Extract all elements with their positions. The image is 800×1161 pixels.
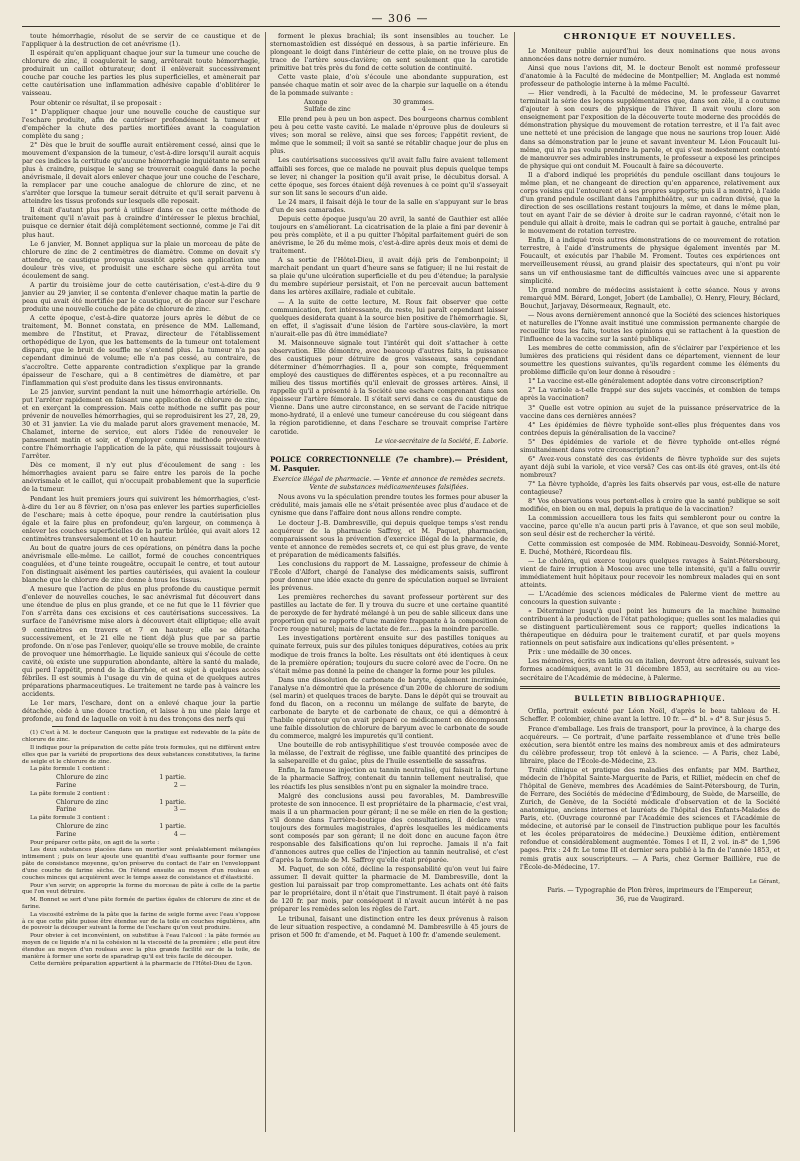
paragraph: (1) C'est à M. le docteur Canquoin que la pratique est redevable de la pâte de chlorure de zinc. xyxy=(22,730,260,744)
paragraph: « Déterminer jusqu'à quel point les humeurs de la machine humaine contribuent à la production de l'état pathologique; quelles sont les maladies qui se distinguent particulièrement sous ce rapport; quelles indications la thérapeutique en déduira pour le traitement curatif, et par quels moyens rationnels on peut satisfaire aux indications qu'elles présentent. » xyxy=(520,607,780,648)
paragraph: Il espérait qu'en appliquant chaque jour sur la tumeur une couche de chlorure de zinc, il coagulerait le sang, arrêterait toute hémorrhagie, produirait un caillot obturateur, dont il enlèverait successivement couche par couche les parties les plus superficielles, et amènerait par cette cautérisation une inflammation adhésive capable d'oblitérer le vaisseau. xyxy=(22,49,260,98)
formula-row xyxy=(304,99,434,107)
column-divider xyxy=(514,32,515,1132)
ingredient-qty: 1 partie. xyxy=(159,823,186,830)
bulletin-title: BULLETIN BIBLIOGRAPHIQUE. xyxy=(574,693,726,703)
paragraph: Le 1er mars, l'eschare, dont on a enlevé chaque jour la partie détachée, cède à une douce traction, et laisse à nu une plaie large et profonde, au fond de laquelle on voit à nu des tronçons des nerfs qui xyxy=(22,699,260,724)
formula-row xyxy=(56,774,186,782)
paragraph: Enfin, la fameuse injection au tannin neutralisé, qui faisait la fortune de la pharmacie Saffroy, contenait du tannin tellement neutralisé, que les réactifs les plus sensibles n'ont pu en signaler la moindre trace. xyxy=(270,766,508,791)
paragraph: forment le plexus brachial; ils sont insensibles au toucher. Le sternomastoïdien est disséqué en dessous, à sa partie inférieure. En plongeant le doigt dans l'intérieur de cette plaie, on ne trouve plus de trace de l'artère sous-clavière; on sent seulement que la carotide primitive bat très près du fond de cette solution de continuité. xyxy=(270,32,508,73)
ingredient-qty: 30 grammes. xyxy=(393,98,434,106)
paragraph: Pour obtenir ce résultat, il se proposait : xyxy=(30,98,162,107)
paragraph: 4° Les épidémies de fièvre typhoïde sont-elles plus fréquentes dans vos contrées depuis la généralisation de la vaccine? xyxy=(520,420,780,437)
police-title: POLICE CORRECTIONNELLE (7e chambre).— Président, M. Pasquier. xyxy=(270,455,508,474)
column-left xyxy=(22,32,260,1152)
paragraph: Au bout de quatre jours de ces opérations, on pénétra dans la poche anévrismale elle-même. Le caillot, formé de couches concentriques coagulées, et d'une teinte rougeâtre, occupait le centre, et tout autour l'on distinguait aisément les parties cautérisées, qui avaient la couleur blanche que le chlorure de zinc donne à tous les tissus. xyxy=(22,543,260,585)
formula-row xyxy=(56,782,186,790)
ingredient-name: Sulfate de zinc xyxy=(304,106,351,114)
footnote-rule xyxy=(52,726,230,727)
paragraph: Il a d'abord indiqué les propriétés du pendule oscillant dans toujours le même plan, et ne changeant de direction qu'en apparence, relativement aux corps voisins qui l'entourent et à ses propres supports; puis il a montré, à l'aide d'un grand pendule oscillant dans l'amphithéâtre, sur un cadran divisé, que la direction de ses oscillations restant toujours la même, et dans le même plan, tout en ayant l'air de se dévier à droite sur le cadran rayonné, c'était non le pendule qui allait à droite, mais le cadran qui se portait à gauche, entraîné par le mouvement de rotation terrestre. xyxy=(520,170,780,236)
paragraph: 8° Vos observations vous portent-elles à croire que la santé publique se soit modifiée, en bien ou en mal, depuis la pratique de la vaccination? xyxy=(520,497,780,514)
paragraph: Cette dernière préparation appartient à la pharmacie de l'Hôtel-Dieu de Lyon. xyxy=(30,961,253,968)
chronique-title: CHRONIQUE ET NOUVELLES. xyxy=(563,32,737,42)
paragraph: Il était d'autant plus porté à utiliser dans ce cas cette méthode de traitement qu'il n'avait pas à craindre d'intéresser le plexus brachial, puisque ce dernier était déjà complétement sectionné, comme je l'ai dit plus haut. xyxy=(22,206,260,239)
police-article-text xyxy=(270,493,508,938)
paragraph: Les conclusions du rapport de M. Lassaigne, professeur de chimie à l'École d'Alfort, chargé de l'analyse des médicaments saisis, suffiront pour donner une idée exacte du genre de spéculation auquel se livraient les prévenus. xyxy=(270,559,508,593)
paragraph: 3° Quelle est votre opinion au sujet de la puissance préservatrice de la vaccine dans ces dernières années? xyxy=(520,403,780,420)
ingredient-name: Farine xyxy=(56,806,77,814)
paragraph: Le tribunal, faisant une distinction entre les deux prévenus à raison de leur situation respective, a condamné M. Dambresville à 45 jours de prison et 500 fr. d'amende, et M. Paquet à 100 fr. d'amende seulement. xyxy=(270,914,508,939)
paragraph: 5° Des épidémies de variole et de fièvre typhoïde ont-elles régné simultanément dans votre circonscription? xyxy=(520,437,780,454)
bulletin-text xyxy=(520,707,780,870)
paragraph: Les mémoires, écrits en latin ou en italien, devront être adressés, suivant les formes académiques, avant le 31 décembre 1853, au secrétaire ou au vice-secrétaire de l'Académie de médecine, à Palerme. xyxy=(520,657,780,682)
gerant-label: Le Gérant, xyxy=(749,878,780,885)
formula-label: La pâte formule 1 contient : xyxy=(30,766,110,773)
imprint-address: 36, rue de Vaugirard. xyxy=(615,895,685,903)
police-subtitle: Exercice illégal de pharmacie. — Vente et annonce de remèdes secrets. Vente de substances médicamenteuses falsifiées. xyxy=(273,475,505,492)
formula-row xyxy=(56,831,186,839)
ingredient-qty: 3 — xyxy=(173,806,186,814)
section-rule xyxy=(300,449,478,450)
footnote-formulas xyxy=(22,766,260,838)
paragraph: Prix : une médaille de 30 onces. xyxy=(528,648,632,657)
paragraph: — L'Académie des sciences médicales de Palerme vient de mettre au concours la question suivante : xyxy=(520,589,780,606)
paragraph: Les membres de cette commission, afin de s'éclairer par l'expérience et les lumières des praticiens qui résident dans ce département, viennent de leur soumettre les questions suivantes, qu'ils regardent comme les éléments du problème difficile qu'on leur donne à résoudre : xyxy=(520,344,780,377)
page-number: — 306 — xyxy=(371,12,429,25)
ingredient-qty: 1 partie. xyxy=(159,798,186,806)
paragraph: 1° La vaccine est-elle généralement adoptée dans votre circonscription? xyxy=(528,377,763,386)
footnote-text xyxy=(22,840,260,969)
paragraph: Le 25 janvier, survint pendant la nuit une hémorrhagie artérielle. On put l'arrêter rapidement en faisant une application de chlorure de zinc, et en exerçant la compression. Mais cette méthode ne suffit pas pour prévenir de nouvelles hémorrhagies, qui se reproduisirent les 27, 28, 29, 30 et 31 janvier. La vie du malade parut alors gravement menacée, M. Chalamet, interne de service, eut alors l'idée de renouveler le pansement matin et soir, et d'employer comme méthode préventive contre l'hémorrhagie l'application de la pâte, qui réussissait toujours à l'arrêter. xyxy=(22,387,260,461)
signature: Le vice-secrétaire de la Société, E. Laborie. xyxy=(375,437,508,445)
ingredient-name: Axonge xyxy=(304,98,328,106)
paragraph: Dans une dissolution de carbonate de baryte, également incriminée, l'analyse n'a démontré que la présence d'un 200e de chlorure de sodium (sel marin) et quelques traces de baryte. Dans le dépôt qui se trouvait au fond du flacon, on a reconnu un mélange de sulfate de baryte, de carbonate de baryte et de carbonate de chaux, ce qui a démontré à l'habile opérateur qu'on avait préparé ce médicament en décomposant une faible dissolution de chlorure de baryum avec le carbonate de soude du commerce, malgré les impuretés qu'il contient. xyxy=(270,675,508,741)
formula-row xyxy=(56,806,186,814)
middle-column-text xyxy=(270,32,508,98)
ingredient-qty: 4 — xyxy=(173,830,186,838)
paragraph: Pour préparer cette pâte, on agit de la sorte : xyxy=(30,839,160,846)
ingredient-name: Chlorure de zinc xyxy=(56,798,109,806)
ingredient-name: Chlorure de zinc xyxy=(56,823,109,830)
paragraph: A mesure que l'action de plus en plus profonde du caustique permit d'enlever de nouvelles couches, le sac anévrismal fut découvert dans une étendue de plus en plus grande, et ce ne fut que le 11 février que l'on s'arrêta dans ces excisions et ces cautérisations successives. La surface de l'anévrisme mise alors à découvert était elliptique; elle avait 9 centimètres en travers et 7 en hauteur; elle se détacha successivement, et le 21 elle ne tient déjà plus que par sa partie profonde. On n'ose pas l'enlever, quoiqu'elle se trouve mobile, de crainte de provoquer une hémorrhagie. Le liquide sanieux qui s'écoule de cette cavité, où existe une suppuration abondante, altère la santé du malade, qui perd l'appétit, prend de la diarrhée, et est sujet à quelques accès fébriles. Il est soumis à l'usage du vin de quina et de quelques autres préparations pharmaceutiques. Le traitement ne tarde pas à vaincre les accidents. xyxy=(22,585,260,698)
ingredient-qty: 4 — xyxy=(421,106,434,114)
paragraph: Le Moniteur publie aujourd'hui les deux nominations que nous avons annoncées dans notre dernier numéro. xyxy=(520,46,780,63)
formula-table xyxy=(56,823,260,839)
footnote-intro xyxy=(22,730,260,765)
formula-row xyxy=(56,823,186,831)
paragraph: A partir du troisième jour de cette cautérisation, c'est-à-dire du 9 janvier au 29 janvier, il se contenta d'enlever chaque matin la partie de peau qui avait été mortifiée par le caustique, et de placer sur l'eschare produite une nouvelle couche de pâte de chlorure de zinc. xyxy=(22,280,260,314)
paragraph: Nous avons vu la spéculation prendre toutes les formes pour abuser la crédulité, mais jamais elle ne s'était présentée avec plus d'audace et de cynisme que dans l'affaire dont nous allons rendre compte. xyxy=(270,493,508,518)
formula-label: La pâte formule 3 contient : xyxy=(30,815,110,822)
footnote xyxy=(22,730,260,968)
column-middle xyxy=(270,32,508,1152)
top-rule xyxy=(22,26,780,27)
paragraph: Enfin, il a indiqué trois autres démonstrations de ce mouvement de rotation terrestre, à l'aide d'instruments de physique également inventés par M. Foucault, et exécutés par l'habile M. Froment. Toutes ces expériences ont merveilleusement réussi, au grand plaisir des spectateurs, qui n'ont pu voir sans un vif enthousiasme tant de difficultés vaincues avec une si apparente simplicité. xyxy=(520,236,780,285)
paragraph: Les investigations portèrent ensuite sur des pastilles toniques au quinate ferreux, puis sur des pilules toniques dépuratives, cotées au prix modique de trois francs la boîte. Les résultats ont été identiques à ceux de la première opération; toujours du sucre coloré avec de l'ocre. On ne s'était même pas donné la peine de changer la forme pour les pilules. xyxy=(270,634,508,675)
paragraph: Le 6 janvier, M. Bonnet appliqua sur la plaie un morceau de pâte de chlorure de zinc de 2 centimètres de diamètre. Comme on devait s'y attendre, ce caustique provoqua aussitôt après son application une douleur très vive, et produisit une eschare sèche qui arrêta tout écoulement de sang. xyxy=(22,239,260,280)
pommade-formula xyxy=(304,99,508,115)
paragraph: Les cautérisations successives qu'il avait fallu faire avaient tellement affaibli ses forces, que ce malade ne pouvait plus depuis quelque temps se lever, ni changer la position qu'il avait prise, le décubitus dorsal. A cette époque, ses forces étaient déjà revenues à ce point qu'il s'asseyait sur son lit sans le secours d'un aide. xyxy=(270,156,508,197)
paragraph: — Nous avons dernièrement annoncé que la Société des sciences historiques et naturelles de l'Yonne avait institué une commission permanente chargée de recueillir tous les faits, toutes les opinions qui se rattachent à la question de l'influence de la vaccine sur la santé publique. xyxy=(520,310,780,344)
paragraph: Pour s'en servir, on approprie la forme du morceau de pâte à celle de la partie que l'on veut détruire. xyxy=(22,882,260,896)
paragraph: A cette époque, c'est-à-dire quatorze jours après le début de ce traitement, M. Bonnet constata, en présence de MM. Lallemand, membre de l'Institut, et Pravaz, directeur de l'établissement orthopédique de Lyon, que les battements de la tumeur ont totalement disparu, que le bruit de souffle ne s'entend plus. La tumeur n'a pas cependant diminué de volume; elle n'a pas cessé, au contraire, de s'accroître. Cette apparente contradiction s'explique par la grande épaisseur de l'eschare, qui a 8 centimètres de diamètre, et par l'inflammation qui s'est produite dans les tissus environnants. xyxy=(22,314,260,387)
paragraph: M. Bonnet se sert d'une pâte formée de parties égales de chlorure de zinc et de farine. xyxy=(22,897,260,910)
paragraph: Cette commission est composée de MM. Robineau-Desvoidy, Sonnié-Moret, E. Duché, Mothéré, Ricordeau fils. xyxy=(520,539,780,556)
formula-table xyxy=(56,774,260,790)
formula-row xyxy=(56,799,186,807)
paragraph: Cette vaste plaie, d'où s'écoule une abondante suppuration, est pansée chaque matin et soir avec de la charpie sur laquelle on a étendu de la pommade suivante : xyxy=(270,73,508,98)
paragraph: Orfila, portrait exécuté par Léon Noël, d'après le beau tableau de H. Scheffer. P. colombier, chine avant la lettre. 10 fr. — d° bl. » d° 8. Sur jésus 5. xyxy=(520,707,780,724)
bulletin-rule xyxy=(520,686,780,689)
paragraph: Depuis cette époque jusqu'au 20 avril, la santé de Gauthier est allée toujours en s'améliorant. La cicatrisation de la plaie a fini par devenir à peu près complète, et il a pu quitter l'hôpital parfaitement guéri de son anévrisme, le 26 du même mois, c'est-à-dire après deux mois et demi de traitement. xyxy=(270,214,508,256)
ingredient-name: Farine xyxy=(56,830,77,838)
paragraph: toute hémorrhagie, résolut de se servir de ce caustique et de l'appliquer à la destruction de cet anévrisme (1). xyxy=(22,32,260,49)
ingredient-qty: 1 partie. xyxy=(159,774,186,782)
formula-row xyxy=(304,106,434,114)
paragraph: — Le choléra, qui exerce toujours quelques ravages à Saint-Pétersbourg, vient de faire irruption à Moscou avec une telle intensité, qu'il a fallu ouvrir immédiatement huit hôpitaux pour recevoir les nombreux malades qui en sont atteints. xyxy=(520,556,780,589)
ingredient-qty: 2 — xyxy=(173,781,186,789)
paragraph: Elle prend peu à peu un bon aspect. Des bourgeons charnus comblent peu à peu cette vaste cavité. Le malade n'éprouve plus de douleurs si vives; son moral se relève, ainsi que ses forces; l'appétit revient, de même que le sommeil; il voit sa santé se rétablir chaque jour de plus en plus. xyxy=(270,115,508,156)
paragraph: Pendant les huit premiers jours qui suivirent les hémorrhagies, c'est-à-dire du 1er au 8 février, on n'osa pas enlever les parties superficielles de l'eschare; mais à cette époque, pour rendre la cautérisation plus égale et la faire plus en profondeur, qu'en largeur, on commença à enlever les couches superficielles de la partie brûlée, qui avait alors 12 centimètres transversalement et 10 en hauteur. xyxy=(22,494,260,543)
paragraph: 2° La variole a-t-elle frappé sur des sujets vaccinés, et combien de temps après la vaccination? xyxy=(520,386,780,403)
paragraph: La viscosité extrême de la pâte que la farine de seigle forme avec l'eau s'oppose à ce que cette pâte puisse être étendue sur de la toile en couches régulières, afin de pouvoir la découper suivant la forme de l'eschare qu'on veut produire. xyxy=(22,911,260,932)
imprint-line: Paris. — Typographie de Plon frères, imprimeurs de l'Empereur, xyxy=(547,886,753,894)
paragraph: 2° Dès que le bruit de souffle aurait entièrement cessé, ainsi que le mouvement d'expansion de la tumeur, c'est-à-dire lorsqu'il aurait acquis par ces indices la certitude qu'aucune hémorrhagie inquiétante ne serait plus à craindre, puisque le sang se trouverait coagulé dans la poche anévrismale, il devait alors enlever chaque jour une couche de l'eschare, la remplacer par une couche analogue de chlorure de zinc, et ne s'arrêter que lorsque la tumeur serait détruite et qu'il serait parvenu à atteindre les tissus profonds sur lesquels elle reposait. xyxy=(22,140,260,206)
ingredient-name: Chlorure de zinc xyxy=(56,774,109,782)
paragraph: Pour obvier à cet inconvénient, on substitue à l'eau l'alcool : la pâte formée au moyen de ce liquide n'a ni la cohésion ni la viscosité de la première ; elle peut être étendue au moyen d'un rouleau avec la plus grande facilité sur de la toile, de manière à former une sorte de sparadrap qu'il est très facile de découper. xyxy=(22,933,260,960)
column-right xyxy=(520,32,780,1152)
paragraph: Le 24 mars, il faisait déjà le tour de la salle en s'appuyant sur le bras d'un de ses camarades. xyxy=(270,197,508,214)
paragraph: M. Maisonneuve signale tout l'intérêt qui doit s'attacher à cette observation. Elle démontre, avec beaucoup d'autres faits, la puissance des caustiques pour détruire de gros vaisseaux, sans cependant déterminer d'hémorrhagies. Il a, pour son compte, fréquemment employé des caustiques de différentes espèces, et a pu reconnaître au milieu des tissus mortifiés qu'il enlevait de grosses artères. Ainsi, il rappelle qu'il a présenté à la Société une eschare comprenant dans son épaisseur l'artère fémorale. Il s'était servi dans ce cas du caustique de Vienne. Dans une autre circonstance, en se servant de l'acide nitrique mono-hydraté, il a enlevé une tumeur cancéreuse du cou siégeant dans la région parotidienne, et dans l'eschare se trouvait comprise l'artère carotide. xyxy=(270,338,508,436)
paragraph: Les deux substances placées dans un mortier sont préalablement mélangées intimement ; puis on leur ajoute une quantité d'eau suffisante pour former une pâte de consistance moyenne, qu'on préserve du contact de l'air en l'enveloppant d'une couche de farine sèche. On l'étend ensuite au moyen d'un rouleau en couches minces qui acquièrent avec le temps assez de consistance et d'élasticité. xyxy=(22,847,260,881)
column-divider xyxy=(265,32,266,1132)
left-column-text xyxy=(22,32,260,723)
formula-table xyxy=(56,799,260,815)
paragraph: 6° Avez-vous constaté des cas évidents de fièvre typhoïde sur des sujets ayant déjà subi la variole, et vice versâ? Ces cas ont-ils été graves, ont-ils été nombreux? xyxy=(520,454,780,480)
paragraph: Un grand nombre de médecins assistaient à cette séance. Nous y avons remarqué MM. Bérard, Longet, Jobert (de Lamballe), O. Henry, Fleury, Béclard, Bouchut, Jarjavay, Désormeaux, Regnault, etc. xyxy=(520,285,780,310)
paragraph: Les premières recherches du savant professeur portèrent sur des pastilles au lactate de fer. Il y trouva du sucre et une certaine quantité de peroxyde de fer hydraté mélangé à un peu de sable siliceux dans une proportion qui se rapporte d'une manière frappante à la composition de l'ocre rouge naturel; mais de lactate de fer..... pas la moindre parcelle. xyxy=(270,593,508,634)
formula-label: La pâte formule 2 contient : xyxy=(30,790,110,797)
chronique-text xyxy=(520,47,780,682)
paragraph: Traité clinique et pratique des maladies des enfants; par MM. Barthez, médecin de l'hôpital Sainte-Marguerite de Paris, et Rilliet, médecin en chef de l'hôpital de Genève, membres des Académies de Saint-Pétersbourg, de Turin, de Ferrare, des Sociétés de médecine d'Édimbourg, de Suède, de Marseille, de Zurich, de Genève, de la Société médicale d'observation et de la Société anatomique, anciens internes et lauréats de l'hôpital des Enfants-Malades de Paris, etc. (Ouvrage couronné par l'Académie des sciences et l'Académie de médecine, et autorisé par le conseil de l'instruction publique pour les facultés et les écoles préparatoires de médecine.) Deuxième édition, entièrement refondue et considérablement augmentée. Tomes I et II, 2 vol. in-8° de 1,596 pages. Prix : 24 fr. Le tome III et dernier sera publié à la fin de l'année 1853, et remis gratis aux souscripteurs. — A Paris, chez Germer Baillière, rue de l'École-de-Médecine, 17. xyxy=(520,765,780,871)
paragraph: M. Paquet, de son côté, décline la responsabilité qu'on veut lui faire assumer. Il devait quitter la pharmacie de M. Dambresville, dont la gestion lui paraissait par trop compromettante. Les achats ont été faits par le propriétaire, dont il n'était que l'instrument. Il était payé à raison de 120 fr. par mois, par conséquent il n'avait aucun intérêt à ne pas préparer les remèdes selon les règles de l'art. xyxy=(270,865,508,914)
paragraph: Dès ce moment, il n'y eut plus d'écoulement de sang : les hémorrhagies avaient paru se faire entre les parois de la poche anévrismale et le caillot, qui n'occupait probablement que la superficie de la tumeur. xyxy=(22,461,260,494)
middle-column-text xyxy=(270,115,508,435)
paragraph: Il indique pour la préparation de cette pâte trois formules, qui ne diffèrent entre elles que par la variété de proportions des deux substances constitutives, la farine de seigle et le chlorure de zinc. xyxy=(22,744,260,765)
paragraph: Ainsi que nous l'avions dit, M. le docteur Benoît est nommé professeur d'anatomie à la Faculté de médecine de Montpellier; M. Anglada est nommé professeur de pathologie interne à la même Faculté. xyxy=(520,63,780,89)
paragraph: Une bouteille de rob antisyphilitique s'est trouvée composée avec de la mélasse, de l'extrait de réglisse, une faible quantité des principes de la salsepareille et du gaïac, plus de l'huile essentielle de sassafras. xyxy=(270,741,508,766)
paragraph: Le docteur J.-B. Dambresville, qui depuis quelque temps s'est rendu acquéreur de la pharmacie Saffroy, et M. Paquet, pharmacien, comparaissent sous la prévention d'exercice illégal de la pharmacie, de vente et annonce de remèdes secrets et, ce qui est plus grave, de vente et préparation de médicaments falsifiés. xyxy=(270,518,508,559)
paragraph: Malgré des conclusions aussi peu favorables, M. Dambresville proteste de son innocence. Il est propriétaire de la pharmacie, c'est vrai, mais il a un pharmacien pour gérant; il ne se mêle en rien de la gestion; s'il donne dans l'arrière-boutique des consultations, il déclare vrai toujours des formules magistrales, d'après lesquelles les médicaments sont composés par son gérant; il ne doit donc en aucune façon être responsable des falsifications qu'on lui reproche. Jamais il n'a fait d'annonces autres que celles de l'injection au tannin neutralisé, et c'est d'après la formule de M. Saffroy qu'elle était préparée. xyxy=(270,791,508,865)
paragraph: — A la suite de cette lecture, M. Roux fait observer que cette communication, fort intéressante, du reste, lui paraît cependant laisser quelques desiderata quant à la source bien positive de l'hémorrhagie. Si, en effet, il s'agissait d'une lésion de l'artère sous-clavière, la mort n'aurait-elle pas dû être immédiate? xyxy=(270,297,508,338)
paragraph: La commission accueillera tous les faits qui sembleront pour ou contre la vaccine, parce qu'elle n'a aucun parti pris à l'avance, et que son seul mobile, son seul désir est de rechercher la vérité. xyxy=(520,514,780,539)
paragraph: A sa sortie de l'Hôtel-Dieu, il avait déjà pris de l'embonpoint; il marchait pendant un quart d'heure sans se fatiguer; il ne lui restait de sa plaie qu'une ulcération superficielle et du peu d'étendue; la paralysie du membre supérieur persistait, et l'on ne percevait aucun battement dans les artères axillaire, radiale et cubitale. xyxy=(270,256,508,297)
paragraph: — Hier vendredi, à la Faculté de médecine, M. le professeur Gavarret terminait la série des leçons supplémentaires que, dans son zèle, il a coutume d'ajouter à son cours de physique de l'hiver. Il avait voulu clore son enseignement par l'exposition de la découverte toute moderne des procédés de démonstration physique du mouvement de rotation terrestre, et il l'a fait avec une netteté et une précision de langage que nous ne saurions trop louer. Aidé dans sa démonstration par le jeune et savant inventeur M. Léon Foucault lui-même, qui n'a pas voulu prendre la parole, et qui s'est modestement contenté de manœuvrer ses admirables instruments, le professeur a exposé les principes de physique qui ont conduit M. Foucault à faire sa découverte. xyxy=(520,89,780,170)
ingredient-name: Farine xyxy=(56,781,77,789)
paragraph: 7° La fièvre typhoïde, d'après les faits observés par vous, est-elle de nature contagieuse? xyxy=(520,480,780,497)
paragraph: France d'emballage. Les frais de transport, pour la province, à la charge des acquéreurs. — Ce portrait, d'une parfaite ressemblance et d'une très belle exécution, sera bientôt entre les mains des nombreux amis et des admirateurs du célèbre professeur, trop tôt enlevé à la science. — A Paris, chez Labé, libraire, place de l'École-de-Médecine, 23. xyxy=(520,724,780,765)
paragraph: 1° D'appliquer chaque jour une nouvelle couche de caustique sur l'eschare produite, afin de cautériser profondément la tumeur et d'empêcher la chute des parties mortifiées avant la coagulation complète du sang ; xyxy=(22,107,260,140)
